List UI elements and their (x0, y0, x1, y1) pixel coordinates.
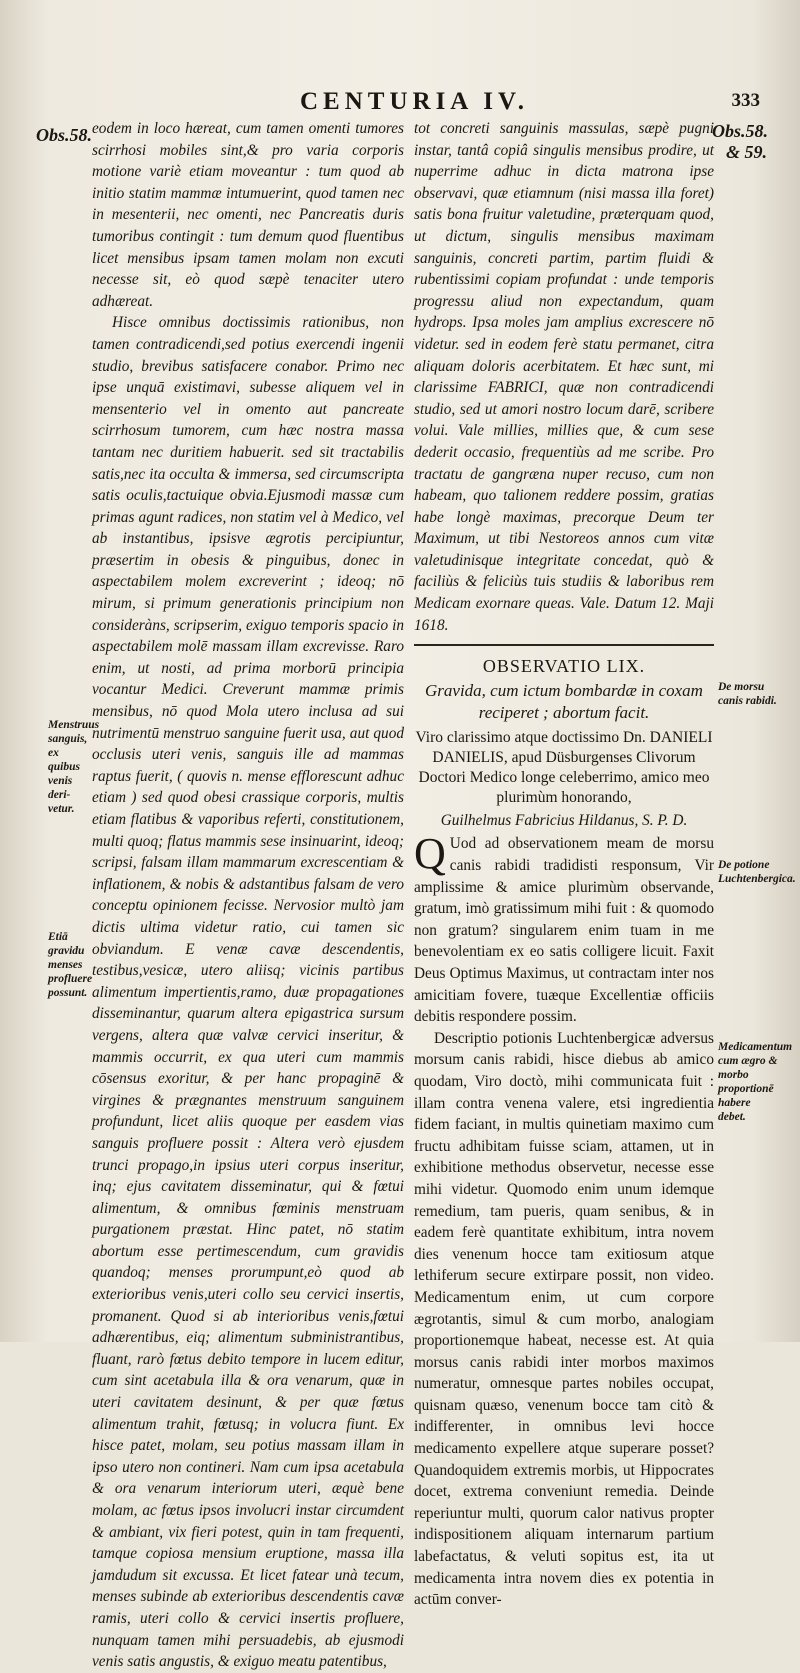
margin-obs-right-2: & 59. (726, 142, 768, 162)
observation-subtitle: Gravida, cum ictum bombardæ in coxam reciperet ; abortum facit. (425, 680, 703, 722)
observation-para-2: Descriptio potionis Luchtenbergicæ adversus morsum canis rabidi, hisce diebus ab amico quodam, Viro doctò, mihi communicata fuit : illam contra venena valere, etsi ingredientia fidem faciant, in multis quinetiam maximo cum fructu adhibitam fuisse sciam, attamen, ut in exhibitione methodus observetur, necesse esse mihi videtur. Quomodo enim unum idemque remedium, tam pueris, quam senibus, & in eadem ferè quantitate exhibitum, intra novem dies venenum hocce tam exitiosum atque lethiferum secure extirpare possit, non video. Medicamentum enim, ut cum corpore ægrotantis, simul & cum morbo, analogiam proportionemque habeat, necesse est. At quia morsus canis rabidi inter morbos maximos numeratur, omnesque partes nobiles occupat, quisnam quæso, venenum bocce tam citò & indifferenter, in omnibus levi hocce medicamento expellere atque superare posset? Quandoquidem extremis morbis, ut Hippocrates docet, extrema conveniunt remedia. Deinde reperiuntur multi, quorum calor nativus propter indispositionem aliquam internarum partium labefactatus, & veluti sopitus est, ita ut medicamenta intra novem dies ex potentia in actūm conver- (414, 1029, 714, 1609)
observation-title: OBSERVATIO LIX. (482, 656, 646, 677)
margin-note-morsu: De morsu canis rabidi. (718, 681, 777, 707)
drop-cap: Q (414, 829, 446, 879)
observation-para-1-text: Uod ad observationem meam de morsu canis rabidi tradidisti responsum, Vir amplissime & amice plurimùm observande, gratum, imò gratissimum mihi fuit : & quomodo non gratum? singularem enim tuam in me benevolentiam ex eo satis colligere licuit. Faxit Deus Optimus Maximus, ut contractam inter nos amicitiam fovere, tuæque Excellentiæ officiis debitis respondere possim. (414, 835, 714, 1026)
page-number: 333 (731, 90, 760, 111)
margin-note-gravidae: Etiā gravidu menses profluere possunt. (48, 931, 93, 999)
margin-obs-right-1: Obs.58. (712, 121, 769, 141)
margin-note-menstruus: Menstruus sanguis, ex quibus venis deri-vetur. (48, 719, 100, 815)
letter-ending: tot concreti sanguinis massulas, sæpè pugni instar, tantâ copiâ singulis mensibus prodire, ut nuperrime adhuc in dicta matrona ipse observavi, quæ etiamnum (nisi massa illa foret) satis bona fruitur valetudine, præterquam quod, ut dictum, singulis mensibus maximam sanguinis, concreti partim, partim fluidi & rubentissimi copiam profundat : unde temporis progressu aliud non expectandum, quam hydrops. Ipsa moles jam amplius excrescere nō videtur. sed in eodem ferè statu permanet, citra aliquam doloris acerbitatem. Et hæc sunt, mi clarissime FABRICI, quæ non contradicendi studio, sed ut amori nostro locum darē, scribere volui. Vale millies, millies que, & cum sese dederit occasio, frequentiùs ad me scribe. Pro tractatu de gangræna nuper recuso, cum non habeam, quo talionem reddere possim, gratias habe longè maximas, precorque Deum ter Maximum, ut tibi Nestoreos annos cum vitæ valetudinisque integritate concedat, quò & faciliùs & feliciùs tuis studiis & laboribus rem Medicam exornare queas. Vale. Datum 12. Maji 1618. (414, 120, 714, 634)
section-rule (414, 644, 714, 646)
left-para-2: Hisce omnibus doctissimis rationibus, non tamen contradicendi,sed potius exercendi ingenii studio, brevibus satisfacere conabor. Primo nec ipse unquā existimavi, subesse aliquem vel in mensenterio vel in omento aut pancreate scirrhosum tumorem, cum hæc nostra massa tantam nec duritiem habuerit. sed sit tractabilis satis,nec ita occulta & immersa, sed circumscripta satis oculis,tactuique obvia.Ejusmodi massæ cum primas agunt radices, non statim vel à Medico, vel ab instantibus, ipsisve ægrotis percipiuntur, præsertim in obesis & pinguibus, donec in aspectabilem molem excreverint ; ideoq; nō mirum, si primum generationis principium non consideràns, scripserim, exiguo temporis spacio in aspectabilem molē massam illam excrevisse. Raro enim, ut nosti, ad prima morborū principia vocantur Medici. Creverunt mammæ primis mensibus, nō quod Mola utero inclusa ad sui nutrimentū menstruo sanguine fuerit usa, aut quod occlusis uteri venis, sanguis ille ad mammas raptus fuerit, ( quovis n. mense efflorescunt adhuc etiam ) sed quod obesi crassique corporis, multis etiam flatibus & vaporibus referti, constitutionem, multi quoq; flatus mammis sese insinuarint, ideoq; scripsi, falsam illam mammarum excrescentiam & inflationem, & nobis & adstantibus falsam de vero conceptu opinionem fecisse. Nervosior multò jam dictis ultima videtur ratio, cui tamen sic obviandum. E venæ cavæ descendentis, testibus,vesicæ, utero aliisq; vicinis partibus alimentum impertientis,ramo, duæ propagationes disseminantur, quarum altera epigastrica sursum vergens, altera quæ valvæ cervici inseritur, & mammis occurrit, ex qua uteri cum mammis cōsensus exoritur, & per hanc propaginē & virgines & prægnantes menstruum sanguinem profundunt, licet aliis quoque per easdem vias sanguis profluere possit : Altera verò ejusdem trunci propago,in ipsius uteri corpus inseritur, inq; ejus cavitatem disseminatur, qui & fœtui alimentum, & omnibus fœminis menstruam purgationem præstat. Hinc patet, nō statim abortum esse pertimescendum, cum gravidis quandoq; menses prorumpunt,eò quod ab exterioribus venis,uteri collo seu cervici insertis, promanent. Quod si ab interioribus venis,fœtui adhærentibus, eiq; alimentum subministrantibus, fluant, rarò fœtus debito tempore in lucem editur, cum sint acetabula illa & ora venarum, quæ in uteri cavitatem desinunt, & per quæ fœtus alimentum trahit, fœtusq; in volucra fiunt. Ex hisce patet, molam, seu potius massam illam in ipso utero non contineri. Nam cum ipsa acetabula & ora venarum interiorum uteri, æquè bene molam, ac fœtus ipsos involucri instar circumdent & ambiant, vix fieri potest, quin in tam frequenti, tamque copiosa mensium eruptione, massa illa jamdudum sit excussa. Et licet fatear unà tecum, menses subinde ab exterioribus descendentis cavæ ramis, uteri collo & cervici insertis profluere, nunquam tamen mihi persuadebis, ab ejusmodi venis satis angustis, & exiguo meatu patentibus, (92, 314, 404, 1671)
left-para-1: eodem in loco hæreat, cum tamen omenti tumores scirrhosi mobiles sint,& pro varia corporis motione variè etiam moveantur : tum quod ab initio statim mammæ intumuerint, quod tamen nec in mesenterii, nec omenti, nec Pancreatis duris tumoribus contingit : tum demum quod fluentibus licet mensibus ipsam tamen molam non excuti necesse sit, eò quod sæpè tenaciter utero adhæreat. (92, 120, 404, 310)
margin-note-potione: De potione Luchtenbergica. (718, 859, 796, 885)
running-head: CENTURIA IV. (300, 88, 530, 115)
page-header (150, 88, 760, 118)
observation-para-1 (414, 829, 714, 1027)
right-column (414, 118, 714, 1611)
margin-note-medicamentum: Medicamentum cum ægro & morbo proportionē habere debet. (718, 1041, 793, 1123)
margin-obs-left: Obs.58. (36, 125, 93, 145)
left-column (92, 118, 404, 1673)
dedication: Viro clarissimo atque doctissimo Dn. DANIELI DANIELIS, apud Düsburgenses Clivorum Doctori Medico longe celeberrimo, amico meo plurimùm honorando, (415, 728, 713, 806)
signature: Guilhelmus Fabricius Hildanus, S. P. D. (440, 811, 688, 829)
